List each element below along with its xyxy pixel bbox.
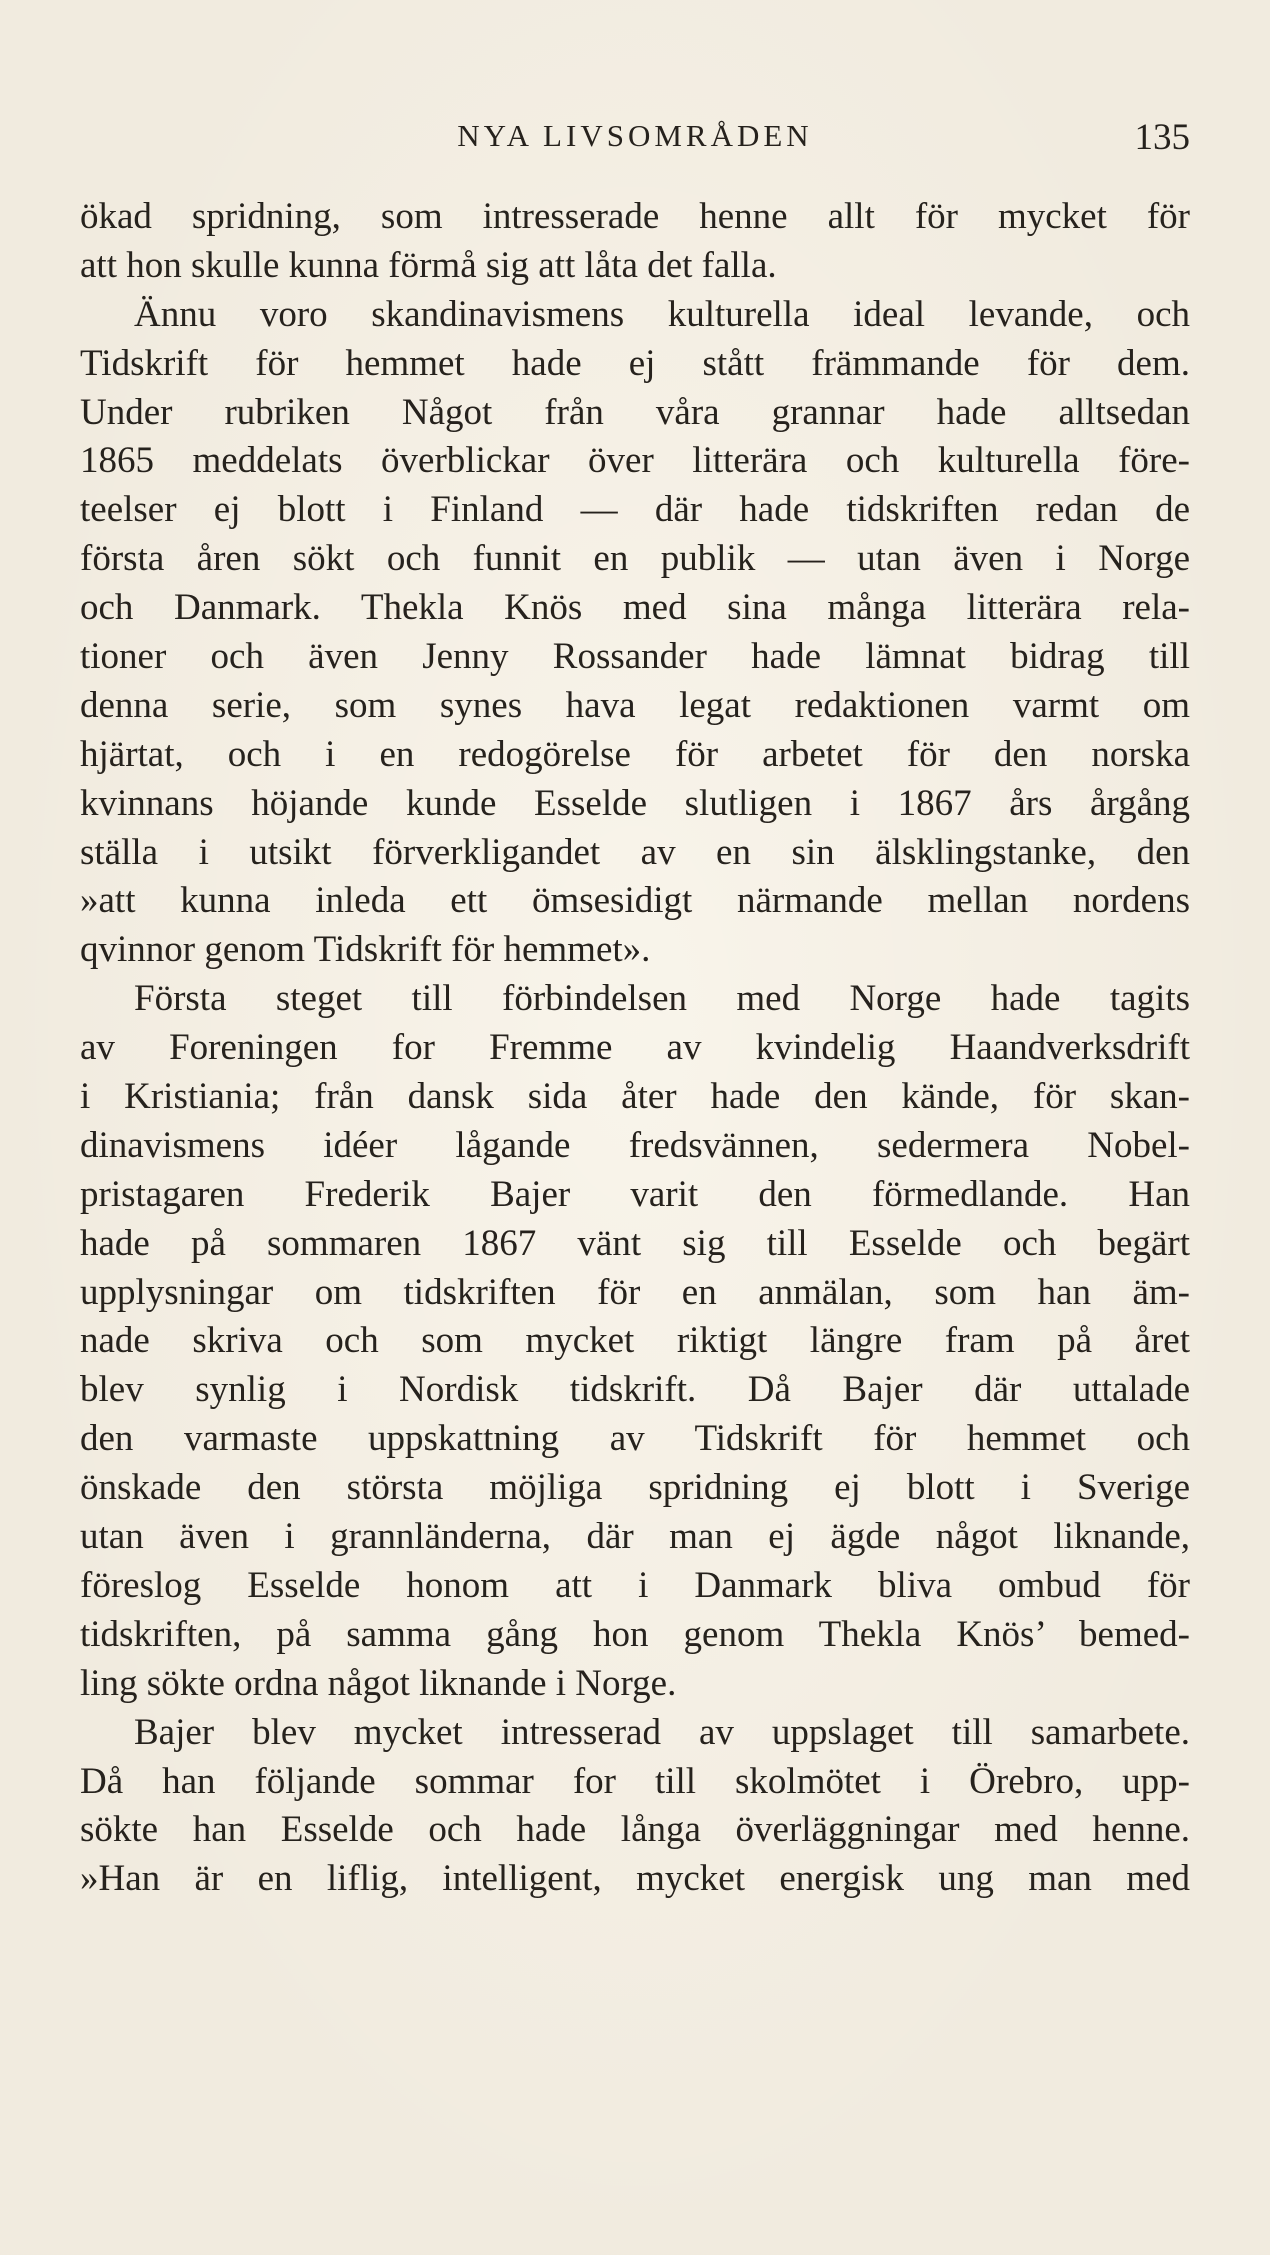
text-line: hade på sommaren 1867 vänt sig till Esselde och begärt [80,1222,1190,1264]
text-line: denna serie, som synes hava legat redaktionen varmt om [80,684,1190,726]
text-line: Under rubriken Något från våra grannar hade alltsedan [80,391,1190,433]
text-line: första åren sökt och funnit en publik — utan även i Norge [80,538,1190,580]
text-line: Då han följande sommar for till skolmötet i Örebro, upp- [80,1760,1190,1802]
text-line: Bajer blev mycket intresserad av uppslaget till samarbete. [134,1711,1190,1753]
text-line: ökad spridning, som intresserade henne allt för mycket för [80,196,1190,237]
body-text [80,193,1190,1904]
text-line: föreslog Esselde honom att i Danmark bliva ombud för [80,1564,1190,1606]
text-line: sökte han Esselde och hade långa överläggningar med henne. [80,1809,1190,1851]
text-line: av Foreningen for Fremme av kvindelig Haandverksdrift [80,1027,1190,1069]
text-line: blev synlig i Nordisk tidskrift. Då Bajer där uttalade [80,1369,1190,1411]
text-line: nade skriva och som mycket riktigt längre fram på året [80,1320,1190,1362]
text-line: upplysningar om tidskriften för en anmälan, som han äm- [80,1271,1190,1313]
text-line: att hon skulle kunna förmå sig att låta det falla. [80,244,777,286]
text-line: önskade den största möjliga spridning ej blott i Sverige [80,1467,1190,1509]
chapter-title: NYA LIVSOMRÅDEN [457,118,813,153]
page-number: 135 [1134,117,1190,158]
text-line: tioner och även Jenny Rossander hade lämnat bidrag till [80,636,1190,678]
text-line: dinavismens idéer lågande fredsvännen, sedermera Nobel- [80,1124,1190,1166]
text-line: ställa i utsikt förverkligandet av en sin älsklingstanke, den [80,831,1190,873]
text-line: i Kristiania; från dansk sida åter hade den kände, för skan- [80,1076,1190,1118]
text-line: pristagaren Frederik Bajer varit den förmedlande. Han [80,1173,1190,1215]
text-line: kvinnans höjande kunde Esselde slutligen i 1867 års årgång [80,782,1190,824]
text-line: 1865 meddelats överblickar över litterära och kulturella före- [80,440,1190,482]
text-line: Första steget till förbindelsen med Norge hade tagits [134,978,1190,1020]
text-line: den varmaste uppskattning av Tidskrift för hemmet och [80,1418,1190,1460]
text-line: ling sökte ordna något liknande i Norge. [80,1662,677,1704]
text-line: »att kunna inleda ett ömsesidigt närmande mellan nordens [80,880,1190,922]
text-line: och Danmark. Thekla Knös med sina många litterära rela- [80,587,1190,629]
text-line: hjärtat, och i en redogörelse för arbetet för den norska [80,733,1190,775]
text-line: utan även i grannländerna, där man ej ägde något liknande, [80,1516,1190,1558]
text-line: tidskriften, på samma gång hon genom Thekla Knös’ bemed- [80,1613,1190,1655]
text-line: qvinnor genom Tidskrift för hemmet». [80,929,651,971]
text-line: Ännu voro skandinavismens kulturella ideal levande, och [134,293,1190,335]
text-line: »Han är en liflig, intelligent, mycket energisk ung man med [80,1858,1190,1900]
running-header [80,112,1190,172]
text-line: Tidskrift för hemmet hade ej stått främmande för dem. [80,342,1190,384]
text-line: teelser ej blott i Finland — där hade tidskriften redan de [80,489,1190,531]
